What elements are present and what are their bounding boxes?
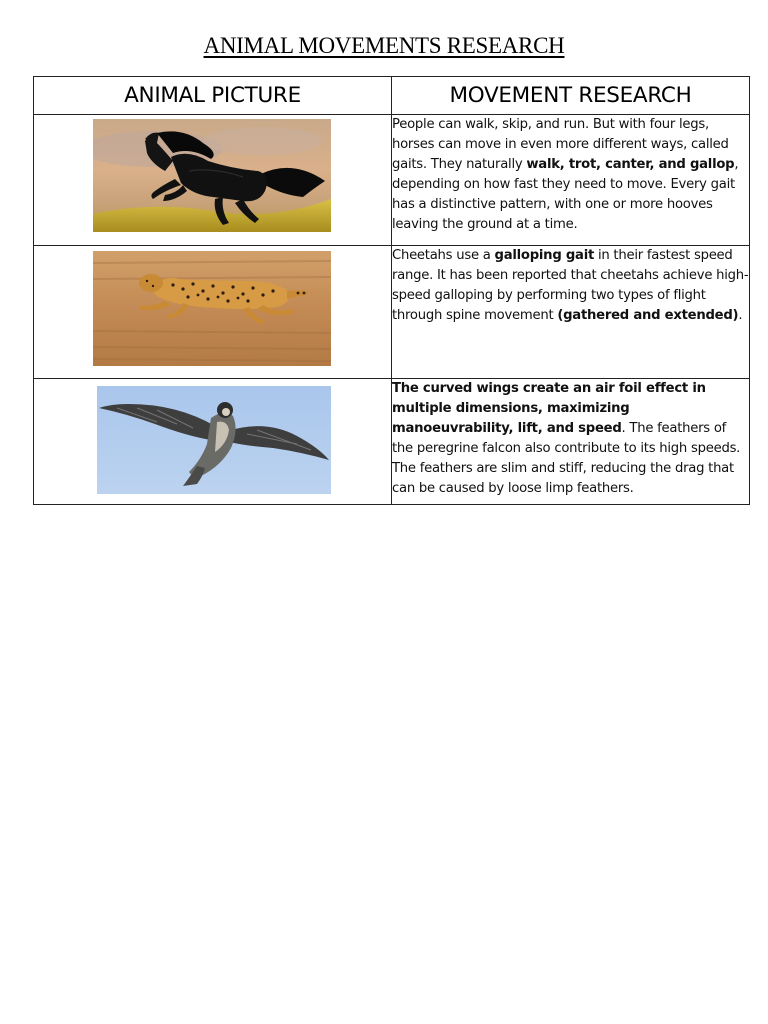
picture-cell: [34, 115, 392, 246]
picture-cell: [34, 246, 392, 379]
header-movement-research: MOVEMENT RESEARCH: [392, 77, 750, 115]
header-animal-picture: ANIMAL PICTURE: [34, 77, 392, 115]
picture-cell: [34, 379, 392, 505]
text-run: Cheetahs use a: [392, 248, 495, 263]
research-table: [33, 76, 750, 505]
falcon-photo: [97, 386, 331, 494]
text-run: , depending on how fast they need to move. Every gait has a distinctive pattern, with one or more hooves leaving the ground at a time.: [392, 157, 739, 232]
text-run: . The feathers of the peregrine falcon also contribute to its high speeds. The feathers are slim and stiff, reducing the drag that can be caused by loose limp feathers.: [392, 421, 741, 496]
table-row: [34, 115, 750, 246]
bold-text-run: galloping gait: [494, 248, 595, 263]
text-run: .: [738, 308, 743, 323]
page-title: ANIMAL MOVEMENTS RESEARCH: [203, 33, 565, 58]
bold-text-run: walk, trot, canter, and gallop: [526, 157, 735, 172]
bold-text-run: The curved wings create an air foil effect in multiple dimensions, maximizing manoeuvrability, lift, and speed: [392, 381, 706, 436]
horse-photo: [93, 119, 331, 232]
research-text-falcon: [392, 379, 750, 505]
research-text-cheetah: [392, 246, 750, 379]
text-run: People can walk, skip, and run. But with four legs, horses can move in even more different ways, called gaits. They naturally: [392, 117, 729, 172]
text-run: in their fastest speed range. It has been reported that cheetahs achieve high-speed galloping by performing two types of flight through spine movement: [392, 248, 749, 323]
table-row: [34, 379, 750, 505]
table-header-row: [34, 77, 750, 115]
table-row: [34, 246, 750, 379]
bold-text-run: (gathered and extended): [557, 308, 739, 323]
cheetah-photo: [93, 251, 331, 366]
research-text-horse: [392, 115, 750, 246]
